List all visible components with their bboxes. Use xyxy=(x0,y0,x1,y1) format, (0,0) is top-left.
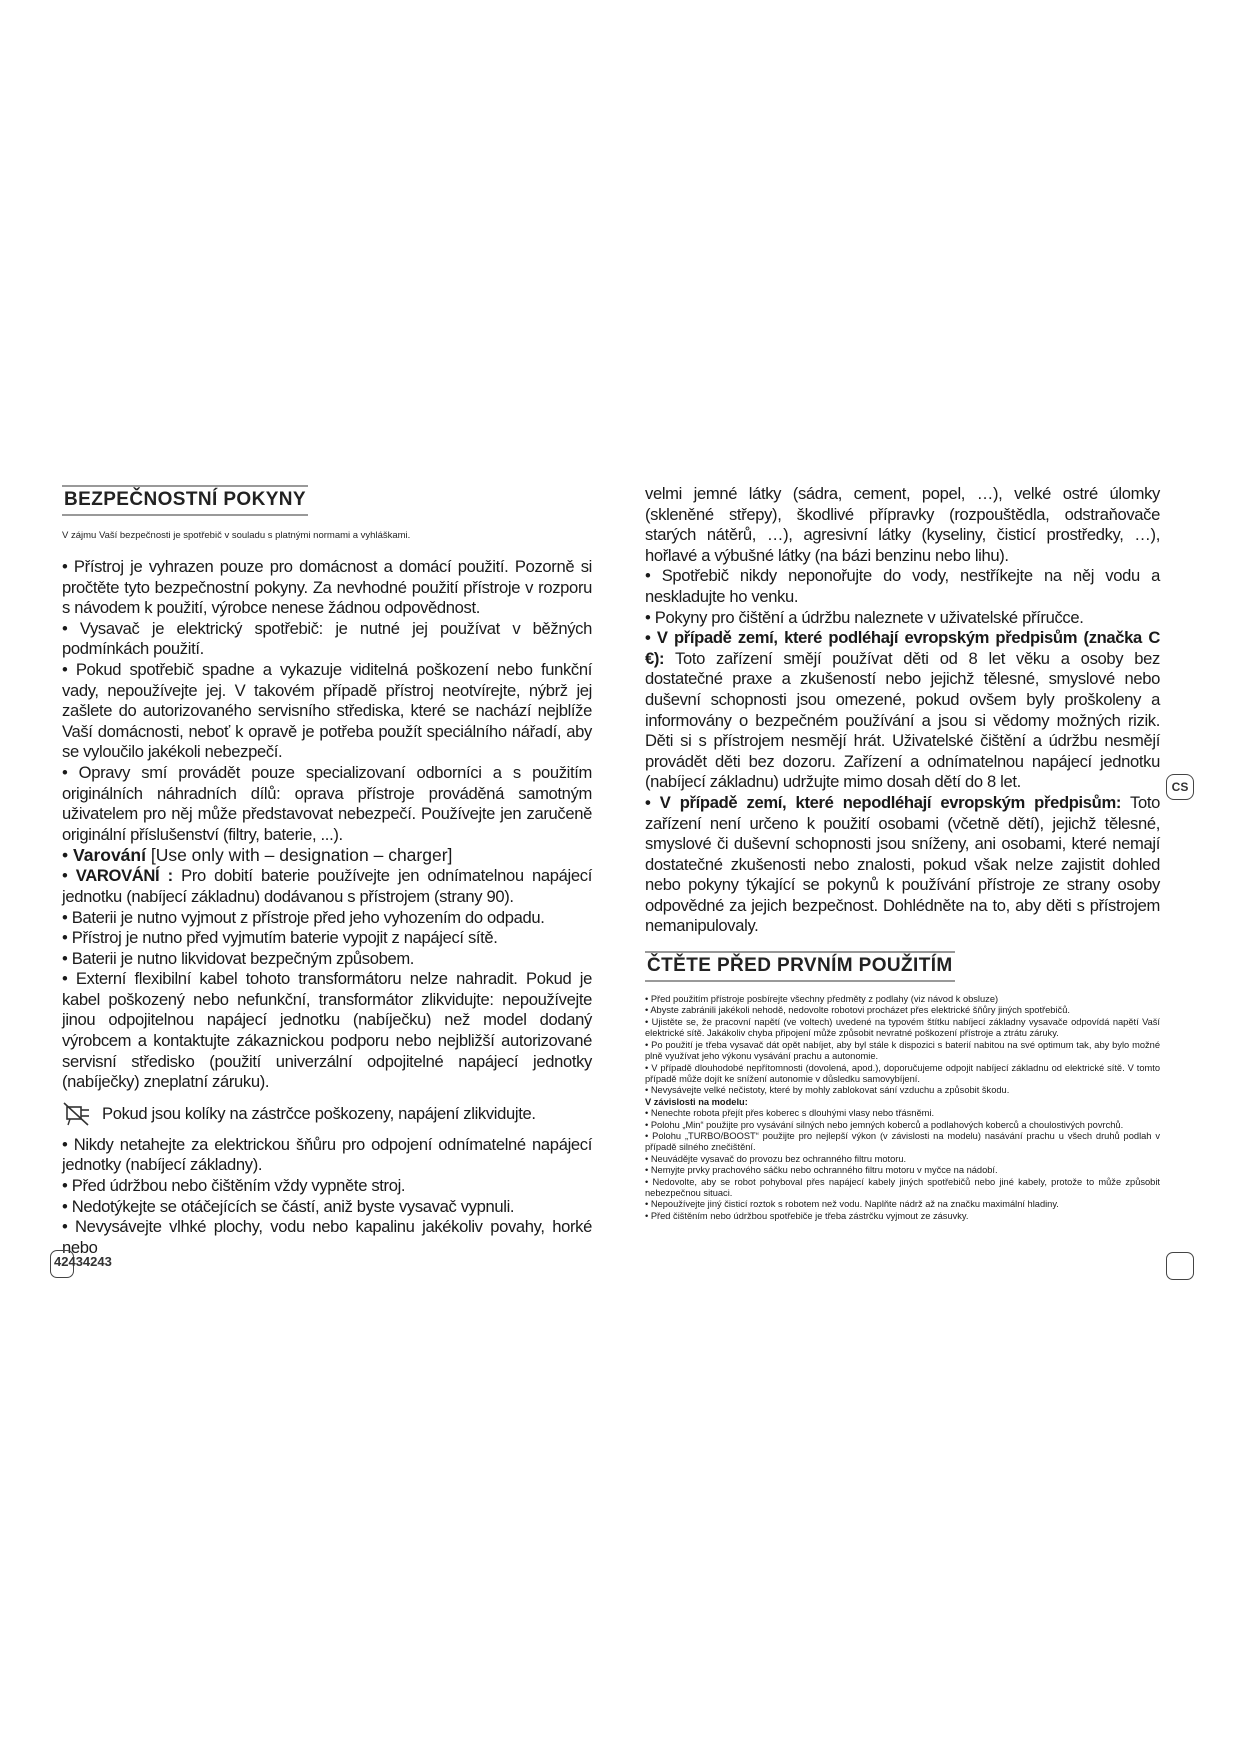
warning-text: [Use only with – designation – charger] xyxy=(145,845,453,866)
list-item: • Abyste zabránili jakékoli nehodě, nedovolte robotovi procházet přes elektrické šňůry jiných spotřebičů. xyxy=(645,1005,1070,1016)
plug-warning-row xyxy=(62,1101,592,1127)
list-item: • Před použitím přístroje posbírejte všechny předměty z podlahy (viz návod k obsluze) xyxy=(645,994,999,1005)
first-use-heading-wrap xyxy=(645,951,1160,982)
list-item: • Polohu „Min“ použijte pro vysávání silných nebo jemných koberců a podlahových koberců a choulostivých povrchů. xyxy=(645,1119,1124,1130)
safety-heading: BEZPEČNOSTNÍ POKYNY xyxy=(62,485,308,516)
first-use-list xyxy=(645,994,1160,1222)
non-eu-countries-text: Toto zařízení není určeno k použití osobami (včetně dětí), jejichž tělesné, smyslové či duševní schopnosti jsou sníženy, ani osobami, které nemají dostatečné zkušenosti nebo znalosti, pokud však nelze zajistit dohled nebo pokyny týkající se pokynů k používání přístroje ze strany osoby odpovědné za jejich bezpečnost. Dohlédněte na to, aby děti s přístrojem nemanipulovaly. xyxy=(645,792,1160,936)
list-item: • Nevysávejte velké nečistoty, které by mohly zablokovat sání vzduchu a způsobit škodu. xyxy=(645,1085,1010,1096)
language-badge: CS xyxy=(1166,774,1194,800)
eu-countries-text: Toto zařízení smějí používat děti od 8 let věku a osoby bez dostatečné praxe a zkušeností nebo jejichž tělesné, smyslové nebo duševní schopnosti jsou omezené, pokud ovšem byly proškoleny a informovány o bezpečném používání a jsou si vědomy možných rizik. Děti si s přístrojem nesmějí hrát. Uživatelské čištění a údržbu nesmějí provádět děti bez dozoru. Zařízení a odnímatelnou napájecí jednotku (nabíjecí základnu) udržujte mimo dosah dětí do 8 let. xyxy=(645,648,1160,792)
damaged-plug-icon xyxy=(62,1101,92,1127)
list-item: • Nenechte robota přejít přes koberec s dlouhými vlasy nebo třásněmi. xyxy=(645,1108,935,1119)
safety-paragraph: • Před údržbou nebo čištěním vždy vypněte stroj. xyxy=(62,1176,406,1196)
safety-subnote: V zájmu Vaší bezpečnosti je spotřebič v souladu s platnými normami a vyhláškami. xyxy=(62,530,411,541)
warning-battery-text: Pro dobití baterie používejte jen odnímatelnou napájecí jednotku (nabíjecí základnu) dodávanou s přístrojem (strany 90). xyxy=(62,866,592,906)
safety-paragraph: • Nevysávejte vlhké plochy, vodu nebo kapalinu jakékoliv povahy, horké nebo xyxy=(62,1217,592,1257)
safety-paragraph: • Pokyny pro čištění a údržbu naleznete v uživatelské příručce. xyxy=(645,607,1084,627)
non-eu-countries-label: • V případě zemí, které nepodléhají evropským předpisům: xyxy=(645,792,1122,812)
safety-paragraph: • Přístroj je nutno před vyjmutím baterie vypojit z napájecí sítě. xyxy=(62,928,498,948)
right-column xyxy=(645,484,1160,1222)
safety-paragraph: • Přístroj je vyhrazen pouze pro domácnost a domácí použití. Pozorně si pročtěte tyto bezpečnostní pokyny. Za nevhodné použití přístroje v rozporu s návodem k použití, výrobce nenese žádnou odpovědnost. xyxy=(62,557,592,618)
eu-countries-label: • V případě zemí, které podléhají evropským předpisům (značka C €): xyxy=(645,628,1160,668)
safety-paragraph: • Opravy smí provádět pouze specializovaní odborníci a s použitím originálních náhradních dílů: oprava přístroje prováděná samotným uživatelem pro něj může představovat nebezpečí. Používejte jen zaručeně originální příslušenství (filtry, baterie, ...). xyxy=(62,762,592,844)
warning-battery: • VAROVÁNÍ : Pro dobití baterie používejte jen odnímatelnou napájecí jednotku (nabíjecí základnu) dodávanou s přístrojem (strany 90). xyxy=(62,866,592,906)
list-item: • V případě dlouhodobé nepřítomnosti (dovolená, apod.), doporučujeme odpojit nabíjecí základnu od elektrické sítě. V tomto případě může dojít ke snížení autonomie v důsledku samovybíjení. xyxy=(645,1062,1160,1084)
safety-paragraph: • Externí flexibilní kabel tohoto transformátoru nelze nahradit. Pokud je kabel poškozený nebo nefunkční, transformátor zlikvidujte: nepoužívejte jinou odpojitelnou napájecí jednotku (nabíječku) než model dodaný výrobcem a kontaktujte zákaznickou podporu nebo nejbližší autorizované servisní středisko (použití univerzální odpojitelné napájecí jednotky (nabíječky) zneplatní záruku). xyxy=(62,969,592,1092)
warning-charger: • Varování [Use only with – designation – charger] xyxy=(62,845,453,866)
safety-paragraph: • Nedotýkejte se otáčejících se částí, aniž byste vysavač vypnuli. xyxy=(62,1196,515,1216)
list-item: • Neuvádějte vysavač do provozu bez ochranného filtru motoru. xyxy=(645,1153,907,1164)
list-item: • Polohu „TURBO/BOOST“ použijte pro nejlepší výkon (v závislosti na modelu) nasávání prachu u všech druhů podlah v případě silného znečištění. xyxy=(645,1130,1160,1153)
list-item: • Ujistěte se, že pracovní napětí (ve voltech) uvedené na typovém štítku nabíjecí základny vysavače odpovídá napětí Vaší elektrické sítě. Jakákoliv chyba připojení může způsobit nevratné poškození přístroje a ztrátu záruky. xyxy=(645,1016,1160,1039)
safety-paragraph: • Spotřebič nikdy neponořujte do vody, nestříkejte na něj vodu a neskladujte ho venku. xyxy=(645,566,1160,606)
warning-label: Varování xyxy=(73,845,146,866)
eu-countries-paragraph xyxy=(645,628,1160,793)
safety-paragraph: • Baterii je nutno likvidovat bezpečným způsobem. xyxy=(62,948,415,968)
warning-label-caps: VAROVÁNÍ : xyxy=(75,866,173,886)
list-item: • Před čištěním nebo údržbou spotřebiče je třeba zástrčku vyjmout ze zásuvky. xyxy=(645,1210,969,1221)
first-use-heading: ČTĚTE PŘED PRVNÍM POUŽITÍM xyxy=(645,951,955,982)
safety-paragraph: • Nikdy netahejte za elektrickou šňůru pro odpojení odnímatelné napájecí jednotky (nabíjecí základny). xyxy=(62,1134,592,1175)
safety-paragraph: • Baterii je nutno vyjmout z přístroje před jeho vyhozením do odpadu. xyxy=(62,907,545,927)
model-dependent-heading: V závislosti na modelu: xyxy=(645,1096,748,1107)
safety-paragraph: velmi jemné látky (sádra, cement, popel, …), velké ostré úlomky (skleněné střepy), škodlivé přípravky (rozpouštědla, odstraňovače starých nátěrů, …), agresivní látky (kyseliny, čisticí prostředky, …), hořlavé a výbušné látky (na bázi benzinu nebo lihu). xyxy=(645,484,1160,565)
list-item: • Nepoužívejte jiný čisticí roztok s robotem než vodu. Naplňte nádrž až na značku maximální hladiny. xyxy=(645,1199,1059,1210)
non-eu-countries-paragraph xyxy=(645,793,1160,937)
safety-paragraph: • Pokud spotřebič spadne a vykazuje viditelná poškození nebo funkční vady, nepoužívejte jej. V takovém případě přístroj neotvírejte, nýbrž jej zašlete do autorizovaného servisního střediska, které se nachází nejblíže Vaší domácnosti, neboť k opravě je potřeba použít speciálního nářadí, aby se vyloučilo jakékoli nebezpečí. xyxy=(62,659,592,762)
left-column xyxy=(62,485,592,1258)
list-item: • Nemyjte prvky prachového sáčku nebo ochranného filtru motoru v myčce na nádobí. xyxy=(645,1165,998,1176)
list-item: • Po použití je třeba vysavač dát opět nabíjet, aby byl stále k dispozici s baterií nabitou na své optimum tak, aby bylo možné plně využívat jeho výkonu vysávání prachu a autonomie. xyxy=(645,1039,1160,1062)
page-number: 42434243 xyxy=(54,1254,112,1269)
plug-warning-text: Pokud jsou kolíky na zástrčce poškozeny, napájení zlikvidujte. xyxy=(102,1103,536,1123)
page-number-box-right xyxy=(1166,1252,1194,1280)
safety-paragraph: • Vysavač je elektrický spotřebič: je nutné jej používat v běžných podmínkách použití. xyxy=(62,618,592,659)
list-item: • Nedovolte, aby se robot pohyboval přes napájecí kabely jiných spotřebičů nebo jiné kabely, protože to může způsobit nebezpečnou situaci. xyxy=(645,1176,1160,1198)
